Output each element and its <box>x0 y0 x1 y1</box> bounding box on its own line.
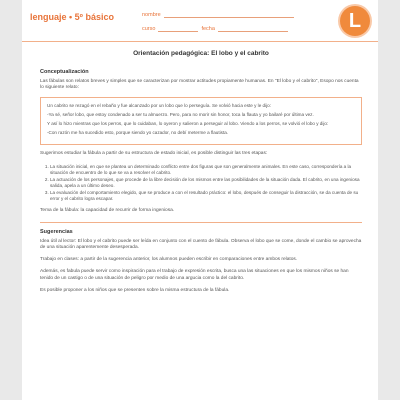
name-field-row <box>142 12 294 18</box>
document-title: Orientación pedagógica: El lobo y el cabrito <box>133 50 269 57</box>
worksheet-content <box>40 50 362 300</box>
fable-paragraph: Un cabrito se rezagó en el rebaño y fue alcanzado por un lobo que lo perseguía. Se volvió hacia este y le dijo: <box>47 103 271 109</box>
course-field[interactable] <box>158 26 198 32</box>
intro-paragraph: Las fábulas son relatos breves y simples que se caracterizan por mostrar actitudes propiamente humanas. En "El lobo y el cabrito", Esopo nos cuenta lo siguiente relato: <box>40 79 359 91</box>
section-heading-sugerencias: Sugerencias <box>40 228 73 235</box>
suggestion-paragraph: Es posible proponer a los niños que se presenten sobre la misma estructura de la fábula. <box>40 287 230 293</box>
fable-paragraph: -Ya sé, señor lobo, que estoy condenado a ser tu almuerzo. Pero, para no morir sin honor, toca la flauta y yo bailaré por última vez. <box>47 112 314 118</box>
name-field[interactable] <box>164 12 294 18</box>
worksheet-header <box>22 0 378 42</box>
subject-label: lenguaje • 5º básico <box>30 12 114 22</box>
fable-paragraph: Y así lo hizo mientras que los perros, que lo cuidaban, lo oyeron y salieron a perseguir al lobo. Viendo a los perros, se volvió el lobo y dijo: <box>47 121 329 127</box>
fable-text-box <box>40 97 362 145</box>
list-item: 2. La actuación de los personajes, que procede de la libre decisión de los mismos entre las posibilidades de la situación dada. El cabrito, en una ingeniosa salida, apela a un último deseo. <box>50 177 362 189</box>
subject-badge <box>340 6 370 36</box>
date-field[interactable] <box>218 26 288 32</box>
section-divider <box>40 222 362 223</box>
list-item: 1. La situación inicial, en que se plantea un determinado conflicto entre dos figuras que son generalmente animales. En este caso, correspondería a la situación de encuentro de lo que se va a resolver el cabrito. <box>50 164 362 176</box>
suggestion-paragraph: Idea útil al lector: El lobo y el cabrito puede ser leída en conjunto con el cuento de fábula. Observa el lobo que se come, donde el cambio se aprovecha de una situación aparentemente desesperada. <box>40 238 362 251</box>
date-label: fecha <box>201 26 215 32</box>
fable-paragraph: -Con razón me ha sucedido esto, porque siendo yo cazador, no debí meterme a flautista. <box>47 130 229 136</box>
name-label: nombre <box>142 12 161 18</box>
fable-theme: Tema de la fábula: la capacidad de recurrir de forma ingeniosa. <box>40 207 175 213</box>
worksheet-page <box>22 0 378 400</box>
guide-paragraph: Sugerimos estudiar la fábula a partir de su estructura de estado inicial, es posible distinguir las tres etapas: <box>40 151 268 157</box>
suggestion-paragraph: Trabajo en clases: a partir de la sugerencia anterior, los alumnos pueden escribir en comparaciones entre ambos relatos. <box>40 257 298 263</box>
suggestion-paragraph: Además, es fabula puede servir como inspiración para el trabajo de expresión escrita, busca una las situaciones en que los mismos niños se han tenido de un castigo o de una situación de peligro por medio de una argucia como la del cabrito. <box>40 269 349 281</box>
badge-letter: L <box>348 9 362 32</box>
section-heading-conceptualizacion: Conceptualización <box>40 69 89 75</box>
stages-list <box>40 164 362 202</box>
list-item: 3. La evaluación del comportamiento elegido, que se produce a con el resultado práctico: el lobo, después de conseguir la distracción, se da cuenta de su error y el cabrito logra escapar. <box>50 190 362 202</box>
course-label: curso <box>142 26 156 32</box>
course-date-row <box>142 26 288 32</box>
